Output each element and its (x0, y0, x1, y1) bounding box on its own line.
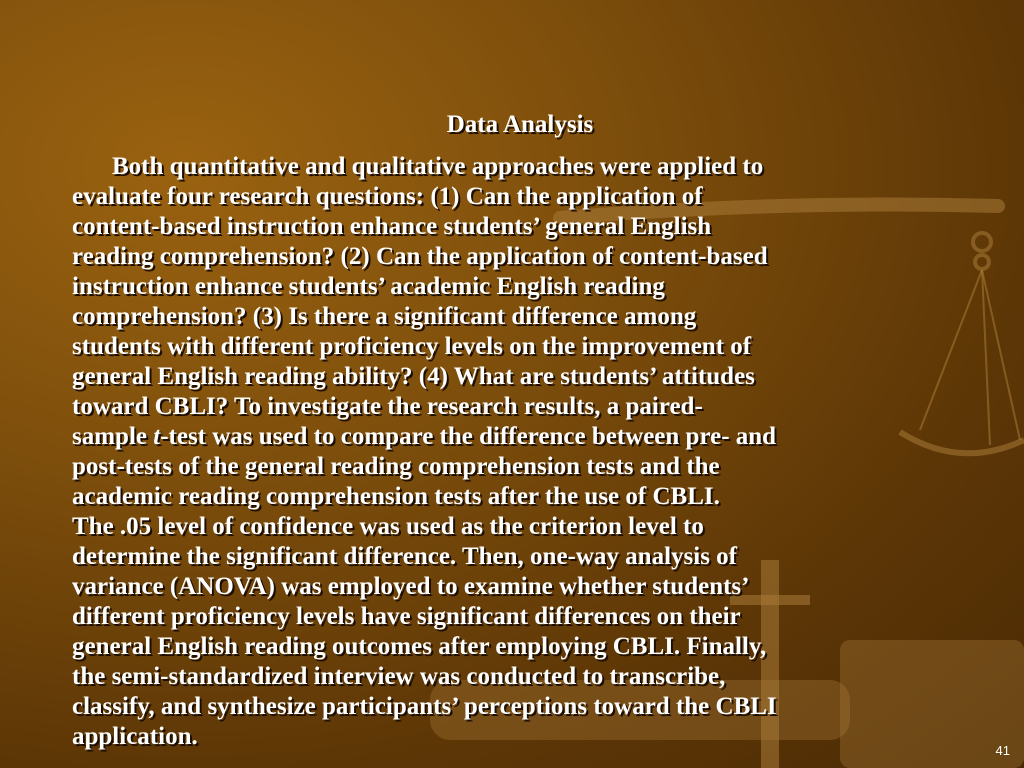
paragraph-line: classify, and synthesize participants’ perceptions toward the CBLI (72, 693, 777, 720)
paragraph-line: general English reading outcomes after employing CBLI. Finally, (72, 633, 767, 660)
paragraph-line: students with different proficiency levels on the improvement of (72, 333, 752, 360)
paragraph-line: variance (ANOVA) was employed to examine whether students’ (72, 573, 750, 600)
paragraph-line: comprehension? (3) Is there a significant difference among (72, 303, 697, 330)
paragraph-line: Both quantitative and qualitative approaches were applied to (112, 153, 764, 180)
body-paragraph (72, 152, 962, 752)
paragraph-line: content-based instruction enhance students’ general English (72, 213, 712, 240)
paragraph-line: post-tests of the general reading comprehension tests and the (72, 453, 720, 480)
italic-t: t (153, 423, 161, 450)
paragraph-line: academic reading comprehension tests after the use of CBLI. (72, 483, 720, 510)
paragraph-line: determine the significant difference. Then, one-way analysis of (72, 543, 738, 570)
paragraph-line: The .05 level of confidence was used as the criterion level to (72, 513, 704, 540)
paragraph-line: evaluate four research questions: (1) Can the application of (72, 183, 703, 210)
paragraph-line: instruction enhance students’ academic English reading (72, 273, 665, 300)
paragraph-line: different proficiency levels have significant differences on their (72, 603, 741, 630)
paragraph-line: application. (72, 723, 198, 750)
paragraph-line: the semi-standardized interview was conducted to transcribe, (72, 663, 726, 690)
page-number: 41 (995, 743, 1010, 758)
slide-title: Data Analysis (446, 111, 594, 138)
paragraph-line: reading comprehension? (2) Can the application of content-based (72, 243, 768, 270)
paragraph-line: toward CBLI? To investigate the research results, a paired- (72, 393, 703, 420)
paragraph-line: general English reading ability? (4) What are students’ attitudes (72, 363, 755, 390)
paragraph-line: sample t-test was used to compare the difference between pre- and (72, 423, 777, 450)
